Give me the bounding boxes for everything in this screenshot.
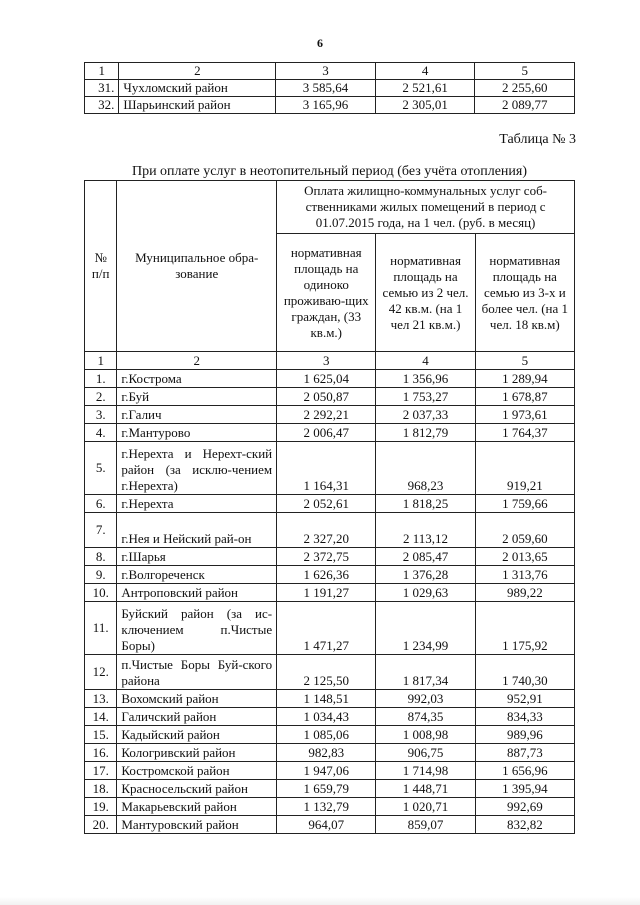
municipality-name: Вохомский район <box>117 690 277 708</box>
value-family-of-three-plus: 2 059,60 <box>475 513 574 548</box>
header-family-of-two: нормативная площадь на семью из 2 чел. 42 кв.м. (на 1 чел 21 кв.м.) <box>376 234 475 352</box>
municipality-name: г.Нерехта и Нерехт-ский район (за исклю-чением г.Нерехта) <box>117 442 277 495</box>
row-number: 16. <box>85 744 117 762</box>
row-number: 8. <box>85 548 117 566</box>
value-family-of-two: 1 356,96 <box>376 370 475 388</box>
value-family-of-two: 1 376,28 <box>376 566 475 584</box>
value-single-resident: 1 034,43 <box>277 708 376 726</box>
table-caption: При оплате услуг в неотопительный период (без учёта отопления) <box>131 164 528 179</box>
table-row <box>85 708 575 726</box>
value-family-of-two: 2 113,12 <box>376 513 475 548</box>
value-family-of-two: 1 812,79 <box>376 424 475 442</box>
value-cell: 3 165,96 <box>276 97 376 114</box>
municipality-name: Чухломский район <box>119 80 276 97</box>
table-row <box>85 442 575 495</box>
value-family-of-two: 992,03 <box>376 690 475 708</box>
page-number: 6 <box>317 36 323 50</box>
municipality-name: Макарьевский район <box>117 798 277 816</box>
continued-table <box>84 62 575 114</box>
municipality-name: п.Чистые Боры Буй-ского района <box>117 655 277 690</box>
value-cell: 2 089,77 <box>475 97 575 114</box>
value-single-resident: 2 052,61 <box>277 495 376 513</box>
value-family-of-two: 1 448,71 <box>376 780 475 798</box>
municipality-name: г.Шарья <box>117 548 277 566</box>
row-number: 31. <box>85 80 119 97</box>
value-family-of-three-plus: 1 175,92 <box>475 602 574 655</box>
row-number: 5. <box>85 442 117 495</box>
value-family-of-three-plus: 1 759,66 <box>475 495 574 513</box>
column-number: 5 <box>475 63 575 80</box>
row-number: 20. <box>85 816 117 834</box>
table-row <box>85 495 575 513</box>
value-family-of-three-plus: 952,91 <box>475 690 574 708</box>
row-number: 6. <box>85 495 117 513</box>
table-row <box>85 97 575 114</box>
column-number: 4 <box>375 63 475 80</box>
value-family-of-two: 859,07 <box>376 816 475 834</box>
table-row <box>85 744 575 762</box>
value-family-of-three-plus: 919,21 <box>475 442 574 495</box>
value-family-of-three-plus: 989,96 <box>475 726 574 744</box>
table-row <box>85 80 575 97</box>
table-row <box>85 780 575 798</box>
municipality-name: г.Буй <box>117 388 277 406</box>
municipality-name: г.Галич <box>117 406 277 424</box>
municipality-name: г.Нея и Нейский рай-он <box>117 513 277 548</box>
municipality-name: г.Мантурово <box>117 424 277 442</box>
value-family-of-two: 2 037,33 <box>376 406 475 424</box>
value-single-resident: 2 050,87 <box>277 388 376 406</box>
table-row <box>85 388 575 406</box>
column-number-row <box>85 352 575 370</box>
header-single-resident: нормативная площадь на одиноко проживаю-щих граждан, (33 кв.м.) <box>277 234 376 352</box>
scan-edge <box>0 897 640 905</box>
header-family-of-three-plus: нормативная площадь на семью из 3-х и более чел. (на 1 чел. 18 кв.м) <box>475 234 574 352</box>
value-family-of-two: 906,75 <box>376 744 475 762</box>
value-cell: 2 255,60 <box>475 80 575 97</box>
row-number: 15. <box>85 726 117 744</box>
table-row <box>85 548 575 566</box>
value-family-of-three-plus: 1 973,61 <box>475 406 574 424</box>
municipality-name: Галичский район <box>117 708 277 726</box>
value-family-of-two: 2 085,47 <box>376 548 475 566</box>
row-number: 9. <box>85 566 117 584</box>
row-number: 3. <box>85 406 117 424</box>
value-single-resident: 1 148,51 <box>277 690 376 708</box>
row-number: 19. <box>85 798 117 816</box>
value-family-of-three-plus: 1 678,87 <box>475 388 574 406</box>
value-single-resident: 982,83 <box>277 744 376 762</box>
value-family-of-three-plus: 1 313,76 <box>475 566 574 584</box>
column-number-row <box>85 63 575 80</box>
column-number: 1 <box>85 352 117 370</box>
value-family-of-three-plus: 1 656,96 <box>475 762 574 780</box>
value-family-of-two: 1 234,99 <box>376 602 475 655</box>
row-number: 18. <box>85 780 117 798</box>
table-row <box>85 602 575 655</box>
value-cell: 2 305,01 <box>375 97 475 114</box>
row-number: 1. <box>85 370 117 388</box>
value-single-resident: 1 626,36 <box>277 566 376 584</box>
value-family-of-three-plus: 1 764,37 <box>475 424 574 442</box>
table-row <box>85 726 575 744</box>
value-single-resident: 1 164,31 <box>277 442 376 495</box>
value-single-resident: 2 292,21 <box>277 406 376 424</box>
column-number: 3 <box>276 63 376 80</box>
municipality-name: Кологривский район <box>117 744 277 762</box>
municipality-name: г.Волгореченск <box>117 566 277 584</box>
table-row <box>85 762 575 780</box>
value-single-resident: 2 006,47 <box>277 424 376 442</box>
value-family-of-two: 1 818,25 <box>376 495 475 513</box>
value-single-resident: 1 471,27 <box>277 602 376 655</box>
row-number: 10. <box>85 584 117 602</box>
tariff-table <box>84 180 575 834</box>
municipality-name: Шарьинский район <box>119 97 276 114</box>
column-number: 3 <box>277 352 376 370</box>
table-row <box>85 655 575 690</box>
value-single-resident: 2 372,75 <box>277 548 376 566</box>
header-number: № п/п <box>85 181 117 352</box>
municipality-name: Кадыйский район <box>117 726 277 744</box>
value-single-resident: 2 125,50 <box>277 655 376 690</box>
row-number: 11. <box>85 602 117 655</box>
municipality-name: Буйский район (за ис-ключением п.Чистые Боры) <box>117 602 277 655</box>
column-number: 2 <box>119 63 276 80</box>
value-single-resident: 1 947,06 <box>277 762 376 780</box>
value-family-of-two: 1 020,71 <box>376 798 475 816</box>
column-number: 4 <box>376 352 475 370</box>
value-cell: 2 521,61 <box>375 80 475 97</box>
value-family-of-two: 1 714,98 <box>376 762 475 780</box>
value-family-of-two: 968,23 <box>376 442 475 495</box>
value-family-of-three-plus: 834,33 <box>475 708 574 726</box>
municipality-name: г.Нерехта <box>117 495 277 513</box>
table-row <box>85 513 575 548</box>
header-municipality: Муниципальное обра-зование <box>117 181 277 352</box>
value-single-resident: 1 625,04 <box>277 370 376 388</box>
municipality-name: Антроповский район <box>117 584 277 602</box>
table-row <box>85 584 575 602</box>
value-family-of-two: 1 008,98 <box>376 726 475 744</box>
row-number: 4. <box>85 424 117 442</box>
row-number: 17. <box>85 762 117 780</box>
table-label: Таблица № 3 <box>499 132 576 147</box>
municipality-name: Мантуровский район <box>117 816 277 834</box>
value-family-of-two: 874,35 <box>376 708 475 726</box>
value-single-resident: 1 659,79 <box>277 780 376 798</box>
value-single-resident: 2 327,20 <box>277 513 376 548</box>
value-family-of-three-plus: 1 395,94 <box>475 780 574 798</box>
column-number: 5 <box>475 352 574 370</box>
value-family-of-two: 1 029,63 <box>376 584 475 602</box>
table-row <box>85 370 575 388</box>
table-row <box>85 816 575 834</box>
value-family-of-three-plus: 887,73 <box>475 744 574 762</box>
value-family-of-three-plus: 992,69 <box>475 798 574 816</box>
municipality-name: Красносельский район <box>117 780 277 798</box>
value-family-of-three-plus: 1 289,94 <box>475 370 574 388</box>
column-number: 2 <box>117 352 277 370</box>
table-row <box>85 798 575 816</box>
value-single-resident: 1 085,06 <box>277 726 376 744</box>
municipality-name: г.Кострома <box>117 370 277 388</box>
value-single-resident: 964,07 <box>277 816 376 834</box>
value-family-of-three-plus: 1 740,30 <box>475 655 574 690</box>
value-family-of-three-plus: 989,22 <box>475 584 574 602</box>
municipality-name: Костромской район <box>117 762 277 780</box>
table-row <box>85 690 575 708</box>
value-cell: 3 585,64 <box>276 80 376 97</box>
row-number: 12. <box>85 655 117 690</box>
value-family-of-two: 1 753,27 <box>376 388 475 406</box>
table-row <box>85 406 575 424</box>
row-number: 14. <box>85 708 117 726</box>
value-family-of-three-plus: 832,82 <box>475 816 574 834</box>
row-number: 32. <box>85 97 119 114</box>
table-row <box>85 566 575 584</box>
column-number: 1 <box>85 63 119 80</box>
header-payment-group: Оплата жилищно-коммунальных услуг соб-ственниками жилых помещений в период с 01.07.2015 года, на 1 чел. (руб. в месяц) <box>277 181 575 234</box>
value-family-of-three-plus: 2 013,65 <box>475 548 574 566</box>
value-family-of-two: 1 817,34 <box>376 655 475 690</box>
row-number: 13. <box>85 690 117 708</box>
row-number: 2. <box>85 388 117 406</box>
table-row <box>85 424 575 442</box>
value-single-resident: 1 132,79 <box>277 798 376 816</box>
header-row <box>85 181 575 234</box>
row-number: 7. <box>85 513 117 548</box>
value-single-resident: 1 191,27 <box>277 584 376 602</box>
